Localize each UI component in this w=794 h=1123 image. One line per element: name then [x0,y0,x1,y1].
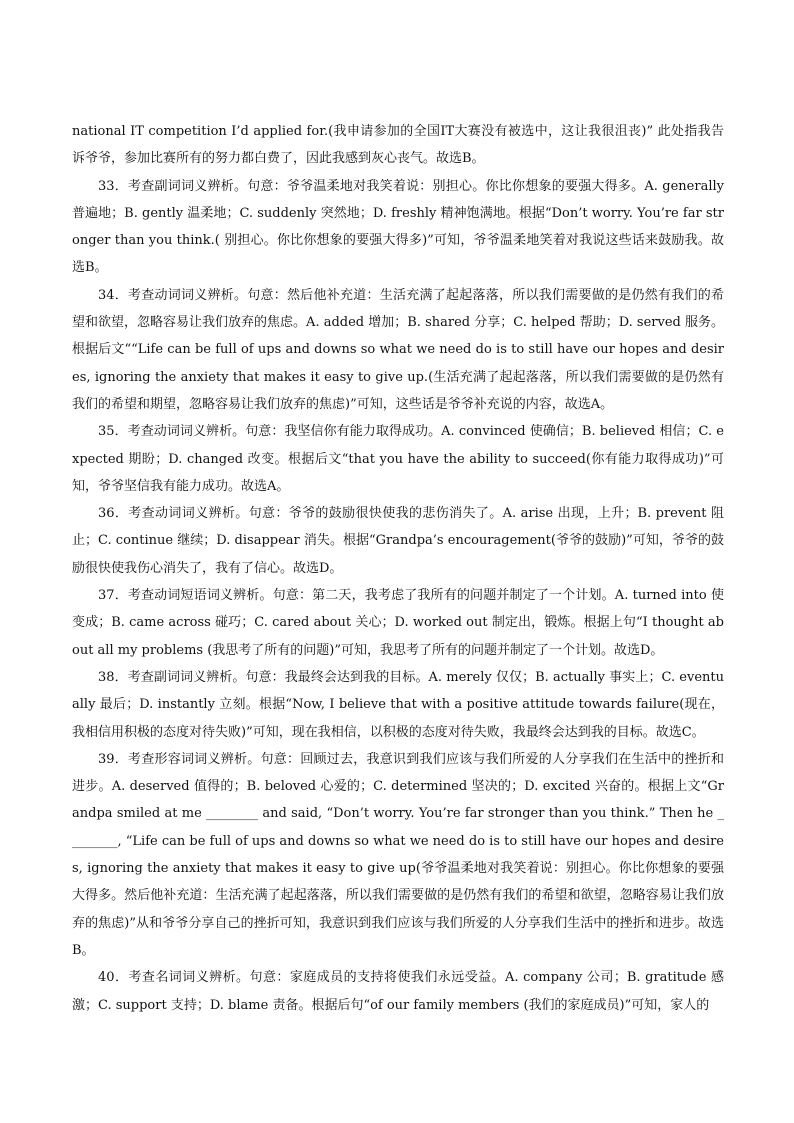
paragraph-39: 39．考查形容词词义辨析。句意：回顾过去，我意识到我们应该与我们所爱的人分享我们在生活中的挫折和进步。A. deserved 值得的；B. beloved 心爱的；C. determined 坚决的；D. excited 兴奋的。根据上文“Grandpa smiled at me ________ and said, “Don’t worry. You’re far stronger than you think.” Then he ________, “Life can be full of ups and downs so what we need do is to still have our hopes and desires, ignoring the anxiety that makes it easy to give up(爷爷温柔地对我笑着说：别担心。你比你想象的要强大得多。然后他补充道：生活充满了起起落落，所以我们需要做的是仍然有我们的希望和欲望，忽略容易让我们放弃的焦虑)”从和爷爷分享自己的挫折可知，我意识到我们应该与我们所爱的人分享我们生活中的挫折和进步。故选B。 [72,751,724,958]
paragraph-40: 40．考查名词词义辨析。句意：家庭成员的支持将使我们永远受益。A. company 公司；B. gratitude 感激；C. support 支持；D. blame 责备。根据后句“of our family members (我们的家庭成员)”可知，家人的 [72,970,724,1013]
paragraph-36: 36．考查动词词义辨析。句意：爷爷的鼓励很快使我的悲伤消失了。A. arise 出现，上升；B. prevent 阻止；C. continue 继续；D. disappear 消失。根据“Grandpa’s encouragement(爷爷的鼓励)”可知，爷爷的鼓励很快使我伤心消失了，我有了信心。故选D。 [72,506,724,576]
paragraph-33: 33．考查副词词义辨析。句意：爷爷温柔地对我笑着说：别担心。你比你想象的要强大得多。A. generally 普遍地；B. gently 温柔地；C. suddenly 突然地；D. freshly 精神饱满地。根据“Don’t worry. You’re far stronger than you think.( 别担心。你比你想象的要强大得多)”可知，爷爷温柔地笑着对我说这些话来鼓励我。故选B。 [72,178,724,276]
paragraph-38: 38．考查副词词义辨析。句意：我最终会达到我的目标。A. merely 仅仅；B. actually 事实上；C. eventually 最后；D. instantly 立刻。根据“Now, I believe that with a positive attitude towards failure(现在，我相信用积极的态度对待失败)”可知，现在我相信，以积极的态度对待失败，我最终会达到我的目标。故选C。 [72,669,724,740]
paragraph-32-continuation: national IT competition I’d applied for.(我申请参加的全国IT大赛没有被选中，这让我很沮丧)” 此处指我告诉爷爷，参加比赛所有的努力都白费了，因此我感到灰心丧气。故选B。 [72,124,724,167]
paragraph-37: 37．考查动词短语词义辨析。句意：第二天，我考虑了我所有的问题并制定了一个计划。A. turned into 使变成；B. came across 碰巧；C. cared about 关心；D. worked out 制定出，锻炼。根据上句“I thought about all my problems (我思考了所有的问题)”可知，我思考了所有的问题并制定了一个计划。故选D。 [72,588,724,658]
paragraph-35: 35．考查动词词义辨析。句意：我坚信你有能力取得成功。A. convinced 使确信；B. believed 相信；C. expected 期盼；D. changed 改变。根据后文“that you have the ability to succeed(你有能力取得成功)”可知，爷爷坚信我有能力成功。故选A。 [72,424,724,494]
paragraph-34: 34．考查动词词义辨析。句意：然后他补充道：生活充满了起起落落，所以我们需要做的是仍然有我们的希望和欲望，忽略容易让我们放弃的焦虑。A. added 增加；B. shared 分享；C. helped 帮助；D. served 服务。根据后文““Life can be full of ups and downs so what we need do is to still have our hopes and desires, ignoring the anxiety that makes it easy to give up.(生活充满了起起落落，所以我们需要做的是仍然有我们的希望和期望，忽略容易让我们放弃的焦虑)”可知，这些话是爷爷补充说的内容，故选A。 [72,287,724,412]
document-body [72,118,724,1019]
